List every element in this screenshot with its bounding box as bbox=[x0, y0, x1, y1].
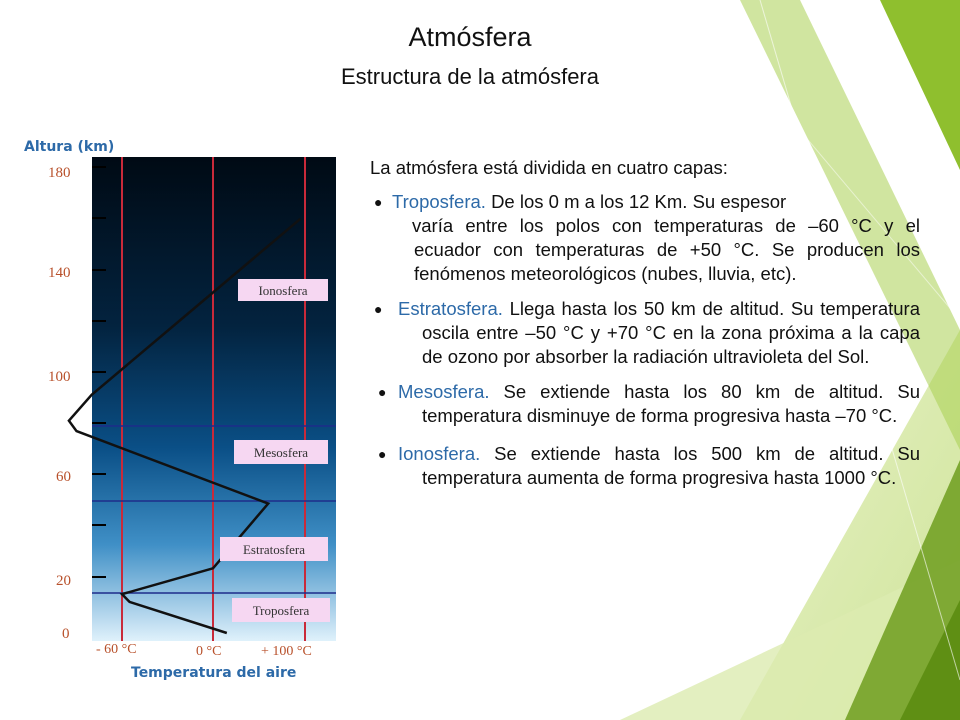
bullet-icon: ● bbox=[378, 384, 387, 400]
page-subtitle: Estructura de la atmósfera bbox=[340, 64, 599, 89]
intro-text: La atmósfera está dividida en cuatro capas: bbox=[370, 157, 728, 178]
page-title: Atmósfera bbox=[408, 22, 532, 52]
y-tick-label: 60 bbox=[56, 469, 71, 485]
layer-label-mesosfera bbox=[234, 440, 328, 464]
x-tick-label: + 100 °C bbox=[261, 644, 312, 659]
layer-description-mesosfera bbox=[374, 380, 920, 428]
atmosphere-chart bbox=[0, 0, 360, 720]
y-tick-label: 140 bbox=[48, 265, 71, 281]
layer-name: Troposfera. bbox=[392, 191, 486, 212]
svg-text:Mesosfera: Mesosfera bbox=[253, 445, 309, 460]
layer-name: Ionosfera. bbox=[398, 443, 481, 464]
layer-name: Mesosfera. bbox=[398, 381, 490, 402]
svg-text:Ionosfera: Ionosfera bbox=[258, 283, 308, 298]
description-text bbox=[370, 156, 920, 501]
layer-name: Estratosfera. bbox=[398, 298, 503, 319]
bullet-icon: ● bbox=[374, 301, 383, 317]
layer-body: Llega hasta los 50 km de altitud. Su temperatura oscila entre –50 °C y +70 °C en la zona próxima a la capa de ozono por absorber la radiación ultravioleta del Sol. bbox=[422, 298, 920, 367]
layer-description-estratosfera bbox=[370, 297, 920, 369]
layer-label-ionosfera bbox=[238, 279, 328, 301]
bullet-icon: ● bbox=[374, 194, 383, 210]
x-tick-label: 0 °C bbox=[196, 644, 222, 659]
layer-body-continued: varía entre los polos con temperaturas de –60 °C y el ecuador con temperaturas de +50 °C. Se producen los fenómenos meteorológicos (nubes, lluvia, etc). bbox=[412, 215, 920, 284]
layer-label-troposfera bbox=[232, 598, 330, 622]
layer-body: Se extiende hasta los 80 km de altitud. Su temperatura disminuye de forma progresiva hasta –70 °C. bbox=[422, 381, 920, 426]
layer-description-troposfera bbox=[370, 190, 920, 286]
y-tick-label: 180 bbox=[48, 165, 71, 181]
layer-body: Se extiende hasta los 500 km de altitud. Su temperatura aumenta de forma progresiva hasta 1000 °C. bbox=[422, 443, 920, 488]
layer-body: De los 0 m a los 12 Km. Su espesor bbox=[491, 191, 787, 212]
svg-text:Estratosfera: Estratosfera bbox=[242, 542, 306, 557]
layer-description-ionosfera bbox=[374, 442, 920, 490]
layer-label-estratosfera bbox=[220, 537, 328, 561]
y-tick-label: 100 bbox=[48, 369, 71, 385]
y-tick-label: 20 bbox=[56, 573, 71, 589]
svg-text:Troposfera: Troposfera bbox=[252, 603, 310, 618]
x-tick-label: - 60 °C bbox=[96, 642, 137, 657]
x-axis-title: Temperatura del aire bbox=[131, 665, 297, 681]
y-tick-label: 0 bbox=[62, 626, 70, 642]
bullet-icon: ● bbox=[378, 446, 387, 462]
y-axis-title: Altura (km) bbox=[24, 139, 115, 155]
